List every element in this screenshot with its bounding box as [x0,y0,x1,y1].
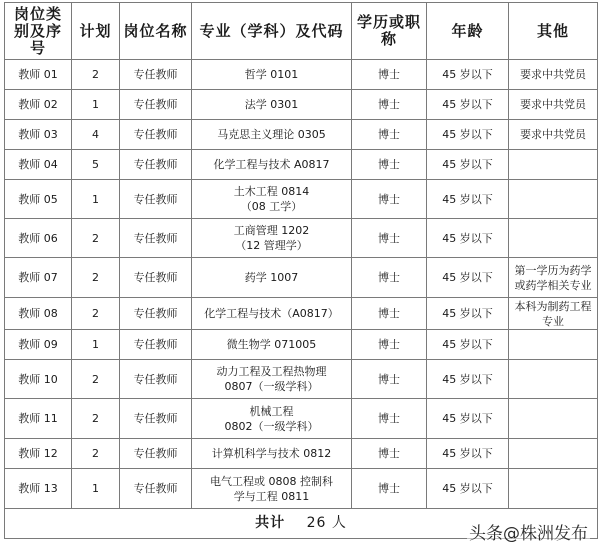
major-line: 0807（一级学科） [224,380,319,393]
cell-seq: 教师 01 [5,60,72,90]
cell-other: 第一学历为药学或药学相关专业 [509,258,598,298]
cell-degree: 博士 [352,180,427,219]
cell-seq: 教师 11 [5,399,72,439]
cell-age: 45 岁以下 [427,360,509,399]
table-body [5,60,598,509]
cell-major [192,120,352,150]
cell-degree: 博士 [352,439,427,469]
cell-other: 要求中共党员 [509,60,598,90]
cell-age: 45 岁以下 [427,469,509,509]
cell-post: 专任教师 [120,219,192,258]
cell-other [509,330,598,360]
cell-seq: 教师 12 [5,439,72,469]
cell-other [509,360,598,399]
cell-seq: 教师 08 [5,298,72,330]
cell-plan: 1 [72,90,120,120]
table-row [5,219,598,258]
major-line: 法学 0301 [244,98,299,111]
table-row [5,298,598,330]
header-major: 专业（学科）及代码 [192,3,352,60]
table-row [5,150,598,180]
major-line: 哲学 0101 [244,68,299,81]
cell-major [192,330,352,360]
cell-post: 专任教师 [120,258,192,298]
cell-other [509,469,598,509]
cell-degree: 博士 [352,60,427,90]
total-value: 26 人 [306,515,347,531]
cell-plan: 1 [72,330,120,360]
cell-major [192,60,352,90]
cell-other: 本科为制药工程专业 [509,298,598,330]
cell-seq: 教师 05 [5,180,72,219]
cell-post: 专任教师 [120,180,192,219]
cell-post: 专任教师 [120,360,192,399]
major-line: 化学工程与技术 A0817 [213,158,330,171]
cell-post: 专任教师 [120,120,192,150]
major-line: 土木工程 0814 [233,185,310,198]
major-line: 动力工程及工程热物理 [216,365,327,378]
major-line: 药学 1007 [244,271,299,284]
cell-plan: 2 [72,360,120,399]
cell-plan: 1 [72,180,120,219]
cell-post: 专任教师 [120,469,192,509]
table-row [5,90,598,120]
cell-degree: 博士 [352,399,427,439]
cell-plan: 2 [72,258,120,298]
major-line: （12 管理学） [235,239,308,252]
header-post: 岗位名称 [120,3,192,60]
cell-seq: 教师 04 [5,150,72,180]
cell-plan: 2 [72,399,120,439]
cell-seq: 教师 02 [5,90,72,120]
cell-seq: 教师 03 [5,120,72,150]
cell-age: 45 岁以下 [427,439,509,469]
cell-age: 45 岁以下 [427,258,509,298]
cell-other [509,399,598,439]
cell-degree: 博士 [352,219,427,258]
cell-major [192,150,352,180]
cell-post: 专任教师 [120,399,192,439]
total-label: 共计 [255,515,286,531]
cell-age: 45 岁以下 [427,298,509,330]
recruitment-table [4,2,598,539]
watermark: 头条@株洲发布 [467,519,590,544]
major-line: 化学工程与技术（A0817） [204,307,339,320]
table-row [5,399,598,439]
cell-other: 要求中共党员 [509,90,598,120]
cell-post: 专任教师 [120,150,192,180]
cell-other [509,219,598,258]
cell-seq: 教师 06 [5,219,72,258]
cell-other [509,439,598,469]
cell-degree: 博士 [352,298,427,330]
table-row [5,120,598,150]
cell-plan: 2 [72,219,120,258]
cell-degree: 博士 [352,90,427,120]
cell-degree: 博士 [352,330,427,360]
major-line: 工商管理 1202 [233,224,310,237]
cell-post: 专任教师 [120,90,192,120]
cell-age: 45 岁以下 [427,180,509,219]
cell-plan: 2 [72,439,120,469]
cell-major [192,469,352,509]
table-row [5,360,598,399]
cell-degree: 博士 [352,120,427,150]
cell-major [192,298,352,330]
cell-post: 专任教师 [120,60,192,90]
cell-age: 45 岁以下 [427,219,509,258]
major-line: （08 工学） [240,200,303,213]
major-line: 马克思主义理论 0305 [217,128,326,141]
cell-major [192,219,352,258]
table-row [5,180,598,219]
cell-post: 专任教师 [120,439,192,469]
cell-post: 专任教师 [120,298,192,330]
cell-age: 45 岁以下 [427,399,509,439]
cell-other [509,180,598,219]
table-row [5,439,598,469]
cell-age: 45 岁以下 [427,120,509,150]
cell-post: 专任教师 [120,330,192,360]
cell-seq: 教师 10 [5,360,72,399]
cell-degree: 博士 [352,360,427,399]
cell-seq: 教师 13 [5,469,72,509]
major-line: 0802（一级学科） [224,419,319,433]
cell-major [192,180,352,219]
cell-degree: 博士 [352,469,427,509]
cell-seq: 教师 07 [5,258,72,298]
cell-other: 要求中共党员 [509,120,598,150]
cell-age: 45 岁以下 [427,150,509,180]
cell-age: 45 岁以下 [427,60,509,90]
cell-degree: 博士 [352,150,427,180]
cell-degree: 博士 [352,258,427,298]
header-row [5,3,598,60]
table-row [5,60,598,90]
cell-plan: 1 [72,469,120,509]
cell-age: 45 岁以下 [427,90,509,120]
cell-major [192,360,352,399]
header-degree: 学历或职称 [352,3,427,60]
major-line: 计算机科学与技术 0812 [211,447,332,460]
cell-plan: 4 [72,120,120,150]
major-line: 微生物学 071005 [226,338,317,351]
major-line: 学与工程 0811 [233,489,310,503]
header-other: 其他 [509,3,598,60]
cell-major [192,439,352,469]
table-row [5,258,598,298]
header-age: 年龄 [427,3,509,60]
cell-major [192,399,352,439]
cell-age: 45 岁以下 [427,330,509,360]
cell-seq: 教师 09 [5,330,72,360]
header-seq: 岗位类别及序号 [5,3,72,60]
cell-plan: 2 [72,298,120,330]
cell-plan: 5 [72,150,120,180]
table-row [5,469,598,509]
header-plan: 计划 [72,3,120,60]
major-line: 机械工程 [249,404,294,418]
cell-other [509,150,598,180]
cell-plan: 2 [72,60,120,90]
major-line: 电气工程或 0808 控制科 [210,474,333,488]
table-row [5,330,598,360]
cell-major [192,258,352,298]
cell-major [192,90,352,120]
